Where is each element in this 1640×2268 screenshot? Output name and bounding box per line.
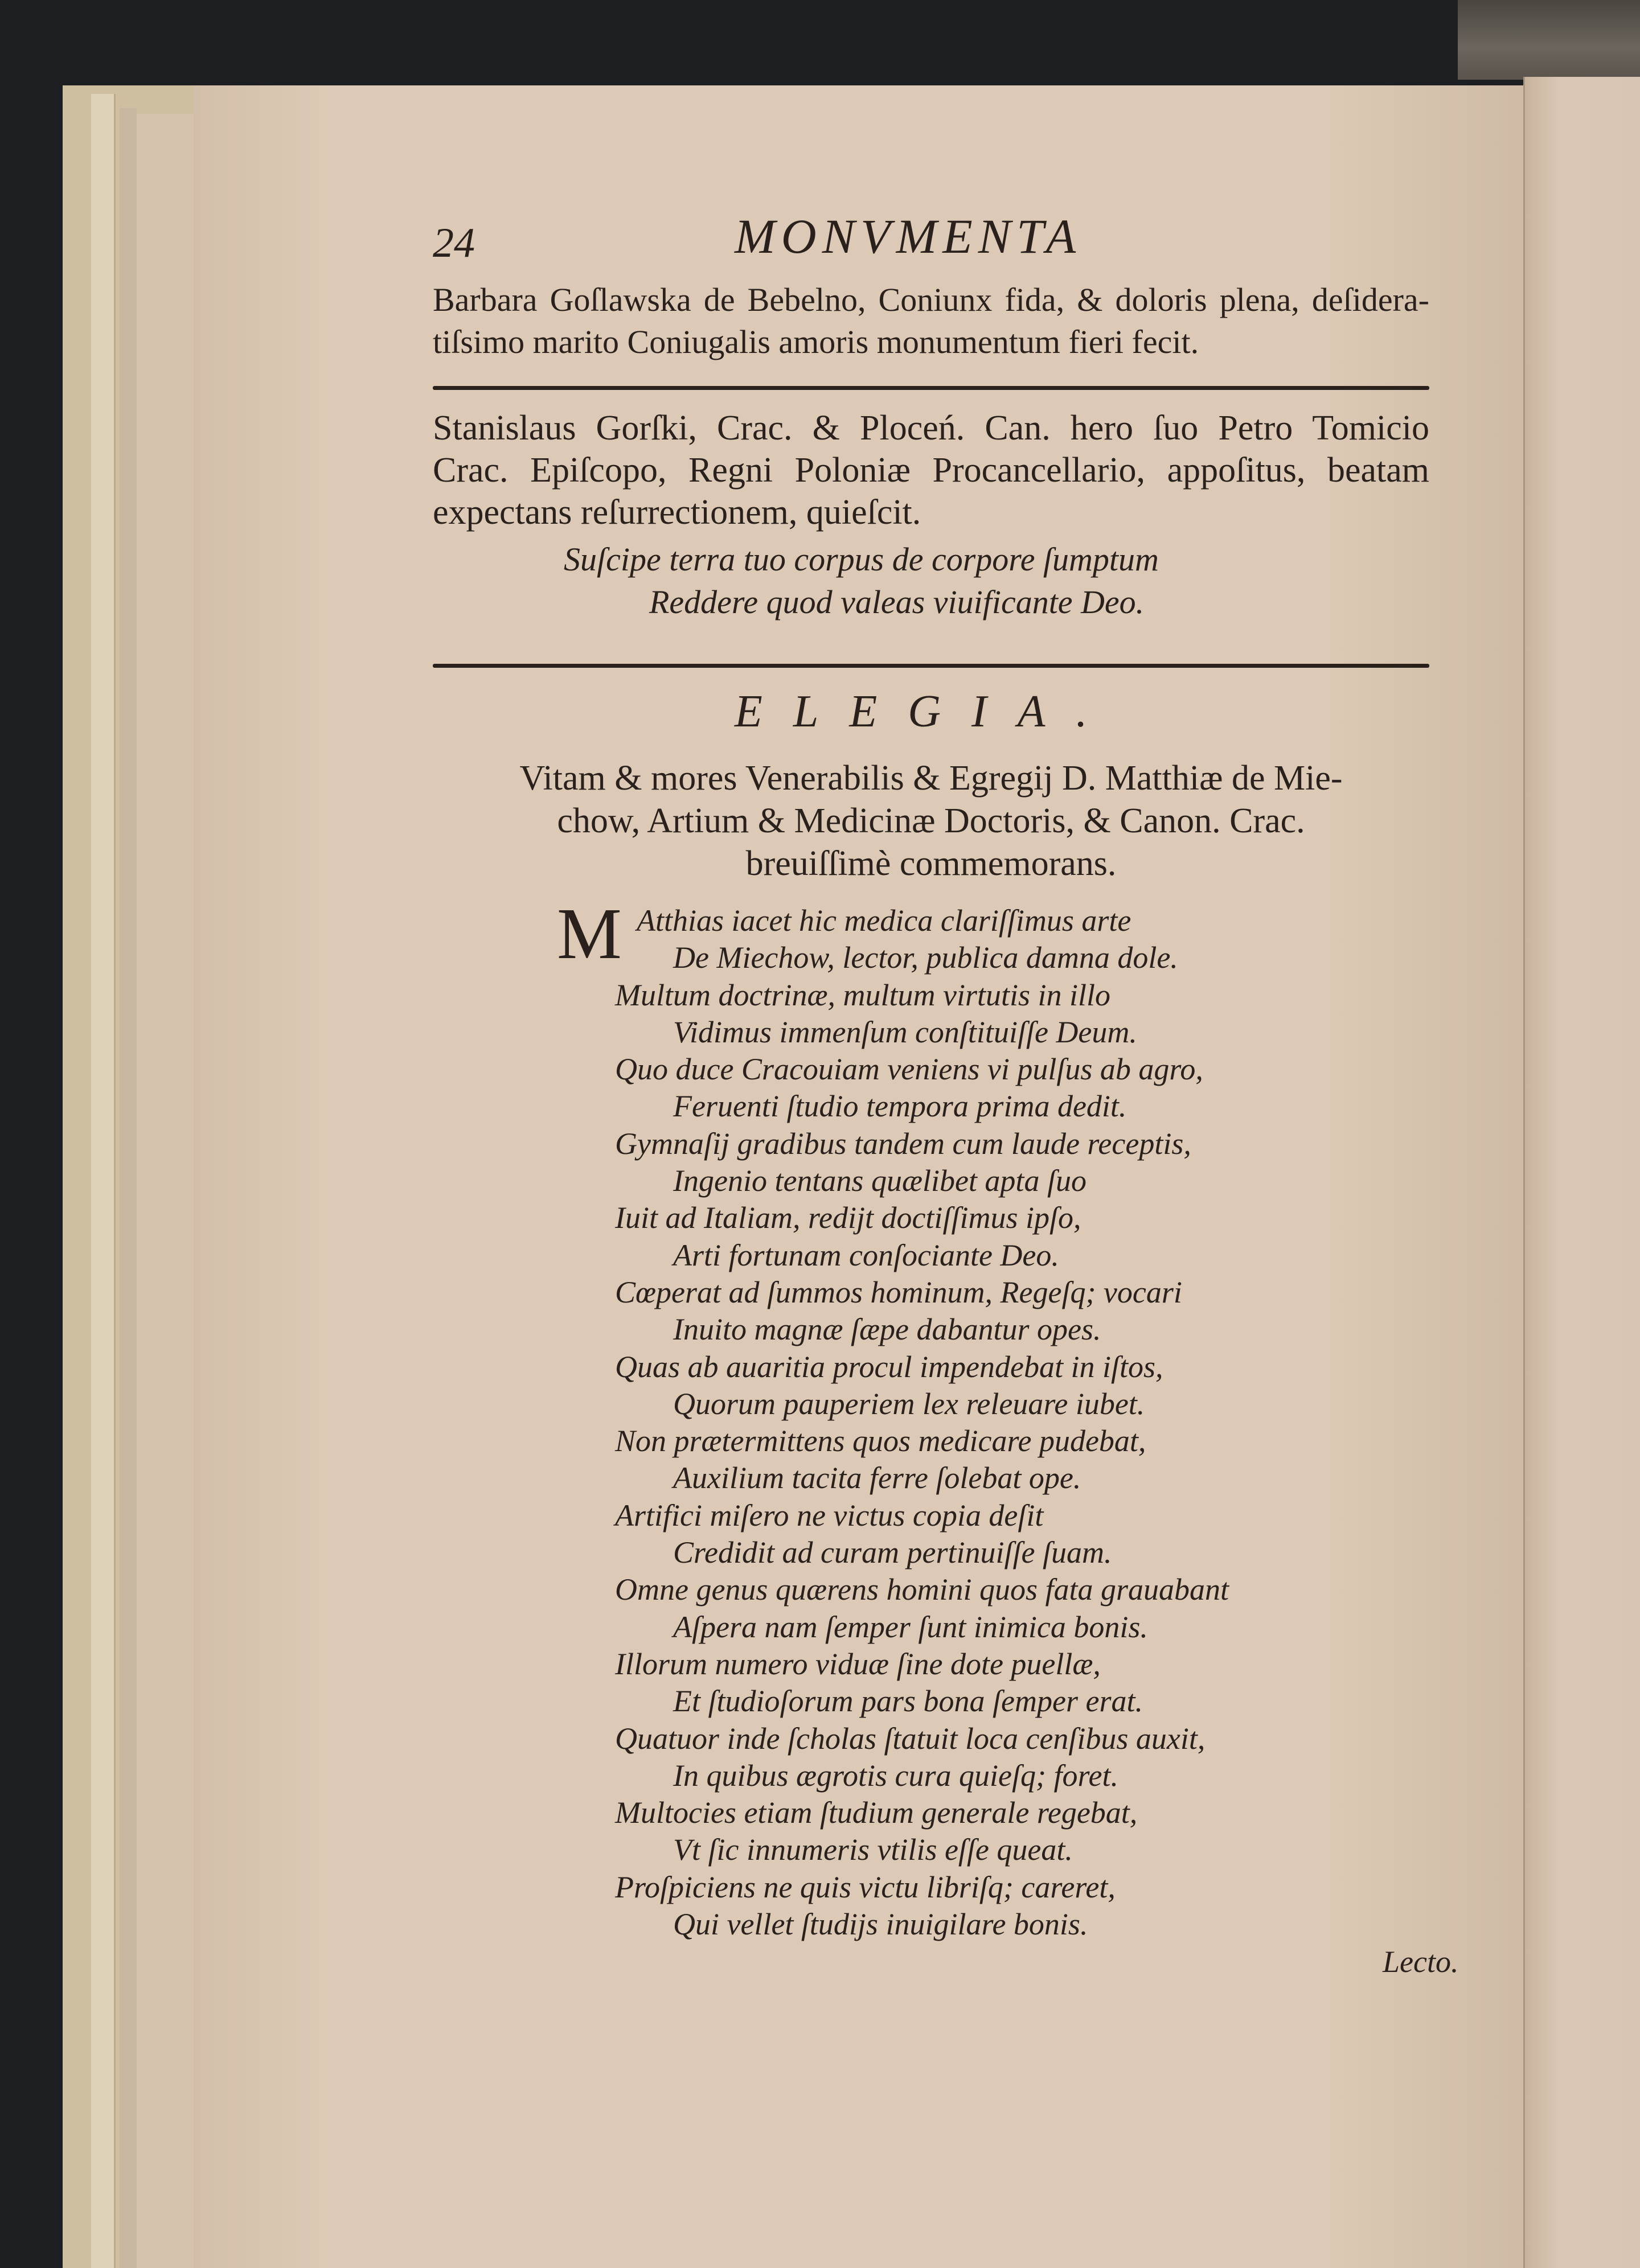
poem-line: In quibus ægrotis cura quieſq; foret. (673, 1758, 1118, 1793)
book-edge (120, 108, 137, 2268)
inscription-2 (433, 407, 1429, 533)
poem-line: Inuito magnæ ſæpe dabantur opes. (673, 1312, 1101, 1347)
book-binding (1458, 0, 1640, 80)
text-line: Barbara Goſlawska de Bebelno, Coniunx fida, & doloris plena, deſidera- (433, 281, 1429, 318)
subtitle-line: chow, Artium & Medicinæ Doctoris, & Canon. Crac. (557, 802, 1305, 840)
poem-line: Multum doctrinæ, multum virtutis in illo (615, 977, 1111, 1012)
poem-line: Auxilium tacita ferre ſolebat ope. (673, 1461, 1081, 1495)
poem-line: Non prætermittens quos medicare pudebat, (615, 1424, 1146, 1458)
poem-line: Quorum pauperiem lex releuare iubet. (673, 1386, 1145, 1421)
poem-line: Et ſtudioſorum pars bona ſemper erat. (673, 1684, 1143, 1719)
poem-line: Illorum numero viduæ ſine dote puellæ, (615, 1646, 1101, 1681)
text-line: tiſsimo marito Coniugalis amoris monumentum fieri fecit. (433, 323, 1199, 360)
poem-line: Artifici miſero ne victus copia deſit (615, 1498, 1044, 1532)
elegia-title: ELEGIA. (735, 687, 1118, 737)
book-edge (137, 114, 196, 2268)
poem-line: Ingenio tentans quælibet apta ſuo (673, 1164, 1086, 1198)
poem-line: Qui vellet ſtudijs inuigilare bonis. (673, 1907, 1088, 1942)
elegia-subtitle (433, 757, 1429, 885)
verse-line: Suſcipe terra tuo corpus de corpore ſumptum (564, 541, 1159, 578)
poem-line: Arti fortunam conſociante Deo. (673, 1238, 1059, 1272)
poem-line: Credidit ad curam pertinuiſſe ſuam. (673, 1535, 1112, 1570)
poem-line: Atthias iacet hic medica clariſſimus arte (637, 903, 1131, 938)
verse-line: Reddere quod valeas viuificante Deo. (649, 584, 1145, 621)
poem-line: Multocies etiam ſtudium generale regebat, (615, 1796, 1138, 1830)
poem-line: Iuit ad Italiam, redijt doctiſſimus ipſo, (615, 1201, 1081, 1235)
subtitle-line: breuiſſimè commemorans. (745, 844, 1117, 883)
inscription-1 (433, 279, 1429, 363)
poem-line: Vidimus immenſum conſtituiſſe Deum. (673, 1014, 1137, 1049)
catchword: Lecto. (1383, 1945, 1459, 1979)
section-rule (433, 386, 1429, 390)
subtitle-line: Vitam & mores Venerabilis & Egregij D. Matthiæ de Mie- (519, 759, 1343, 798)
elegy-poem (615, 902, 1229, 1943)
poem-line: Vt ſic innumeris vtilis eſſe queat. (673, 1833, 1073, 1867)
poem-line: Omne genus quærens homini quos fata grauabant (615, 1572, 1229, 1607)
text-line: Crac. Epiſcopo, Regni Poloniæ Procancellario, appoſitus, beatam (433, 451, 1429, 490)
facing-page-edge (1523, 77, 1640, 2268)
poem-line: Aſpera nam ſemper ſunt inimica bonis. (673, 1609, 1148, 1644)
poem-line: Quatuor inde ſcholas ſtatuit loca cenſibus auxit, (615, 1721, 1206, 1756)
poem-line: Cœperat ad ſummos hominum, Regeſq; vocari (615, 1275, 1182, 1309)
poem-line: Quas ab auaritia procul impendebat in iſtos, (615, 1349, 1163, 1384)
book-edge (91, 94, 116, 2268)
drop-cap: M (557, 893, 622, 974)
page-number: 24 (433, 220, 475, 266)
poem-line: Feruenti ſtudio tempora prima dedit. (673, 1089, 1127, 1124)
text-line: expectans reſurrectionem, quieſcit. (433, 493, 921, 532)
poem-line: Proſpiciens ne quis victu libriſq; careret, (615, 1870, 1116, 1904)
running-title: MONVMENTA (735, 209, 1082, 264)
poem-line: De Miechow, lector, publica damna dole. (673, 940, 1178, 975)
epitaph-verse (564, 538, 1159, 623)
section-rule (433, 664, 1429, 668)
poem-line: Quo duce Cracouiam veniens vi pulſus ab agro, (615, 1052, 1203, 1087)
text-line: Stanislaus Gorſki, Crac. & Ploceń. Can. hero ſuo Petro Tomicio (433, 409, 1429, 447)
poem-line: Gymnaſij gradibus tandem cum laude receptis, (615, 1126, 1191, 1161)
